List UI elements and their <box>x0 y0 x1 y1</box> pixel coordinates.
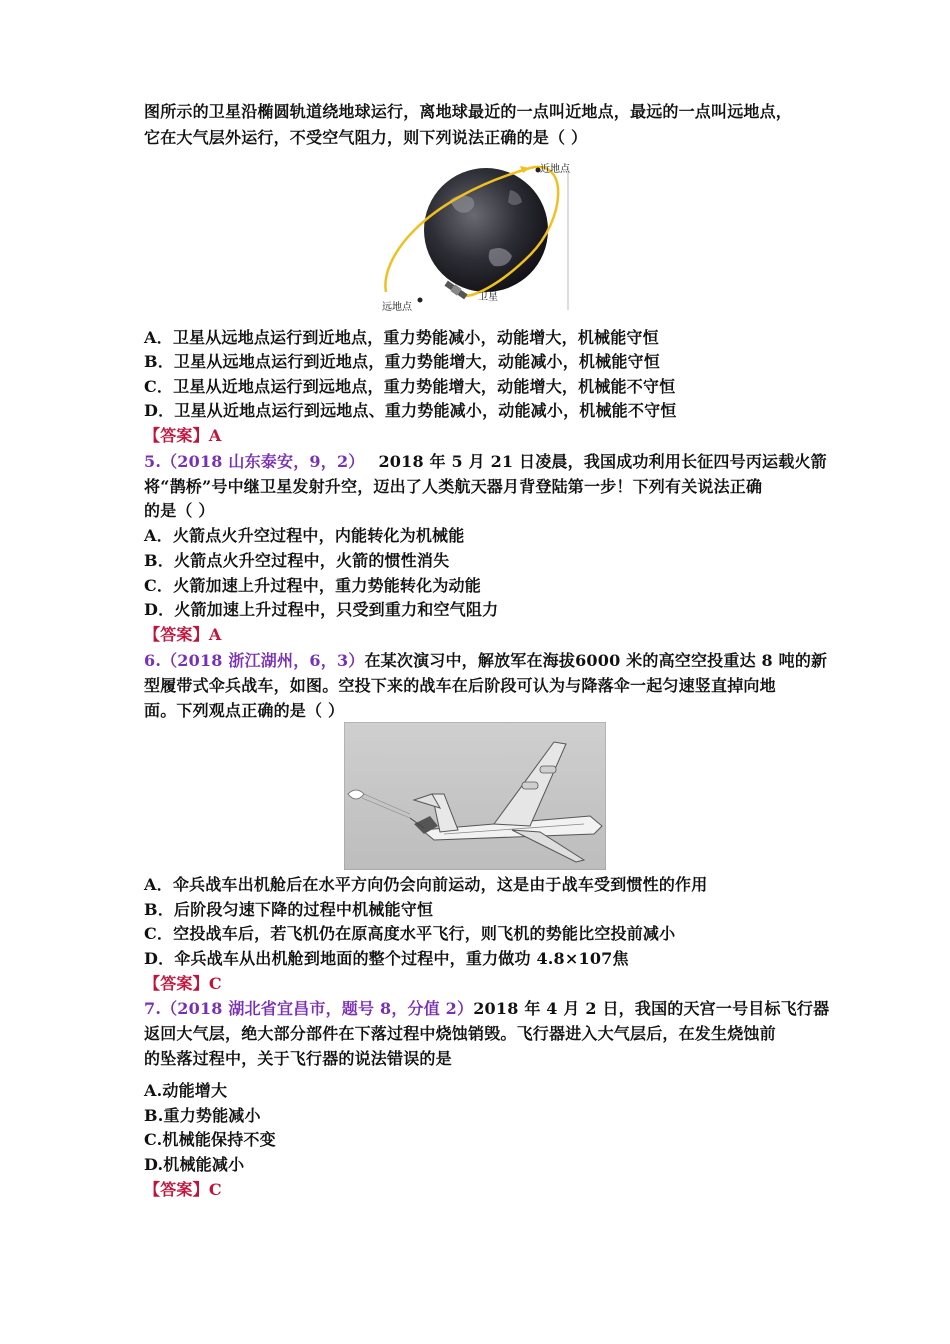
question5-stem-line1 <box>144 450 827 474</box>
question6-text: 在某次演习中，解放军在海拔6000 米的高空空投重达 8 吨的新 <box>364 651 828 670</box>
question5-option-d: D．火箭加速上升过程中，只受到重力和空气阻力 <box>144 600 499 619</box>
question4-answer <box>144 424 221 448</box>
question5-number: 5. <box>144 452 162 471</box>
question5-stem-line3: 的是（ ） <box>144 501 215 520</box>
question4-option-d: D．卫星从近地点运行到远地点、重力势能减小，动能减小，机械能不守恒 <box>144 401 677 420</box>
answer-label: 【答案】 <box>144 426 209 445</box>
question6-option-d: D．伞兵战车从出机舱到地面的整个过程中，重力做功 4.8×107焦 <box>144 949 629 968</box>
question7-answer <box>144 1178 222 1202</box>
question7-text: 2018 年 4 月 2 日，我国的天宫一号目标飞行器 <box>473 999 830 1018</box>
satellite-orbit-figure <box>380 160 572 312</box>
question4-option-a: A．卫星从远地点运行到近地点，重力势能减小，动能增大，机械能守恒 <box>144 328 659 347</box>
airplane-airdrop-photo <box>344 722 606 870</box>
answer-label: 【答案】 <box>144 625 209 644</box>
question6-stem-line2: 型履带式伞兵战车，如图。空投下来的战车在后阶段可认为与降落伞一起匀速竖直掉向地 <box>144 676 776 695</box>
question7-option-a: A.动能增大 <box>144 1081 228 1100</box>
answer-value: A <box>208 426 222 445</box>
question5-answer <box>144 623 221 647</box>
answer-value: C <box>208 1180 222 1199</box>
question6-stem-line3: 面。下列观点正确的是（ ） <box>144 701 345 720</box>
question4-stem-line2: 它在大气层外运行，不受空气阻力，则下列说法正确的是（ ） <box>144 128 588 147</box>
satellite-orbit-diagram <box>380 160 572 312</box>
question6-option-b: B．后阶段匀速下降的过程中机械能守恒 <box>144 900 434 919</box>
question5-option-b: B．火箭点火升空过程中，火箭的惯性消失 <box>144 551 450 570</box>
answer-value: A <box>208 625 222 644</box>
question6-answer <box>144 972 222 996</box>
question7-stem-line1 <box>144 997 829 1021</box>
answer-label: 【答案】 <box>144 974 209 993</box>
question6-source: （2018 浙江湖州，6，3） <box>161 651 365 670</box>
question4-stem-line1: 图所示的卫星沿椭圆轨道绕地球运行，离地球最近的一点叫近地点，最远的一点叫远地点， <box>144 102 793 121</box>
question7-option-d: D.机械能减小 <box>144 1155 245 1174</box>
question5-stem-line2: 将“鹊桥”号中继卫星发射升空，迈出了人类航天器月背登陆第一步！下列有关说法正确 <box>144 477 763 496</box>
far-point-dot <box>418 298 423 303</box>
answer-label: 【答案】 <box>144 1180 209 1199</box>
question7-option-c: C.机械能保持不变 <box>144 1130 276 1149</box>
question4-option-b: B．卫星从远地点运行到近地点，重力势能增大，动能减小，机械能守恒 <box>144 352 660 371</box>
question5-option-c: C．火箭加速上升过程中，重力势能转化为动能 <box>144 576 481 595</box>
question5-text: 2018 年 5 月 21 日凌晨，我国成功利用长征四号丙运载火箭 <box>356 452 827 471</box>
near-point-label: 近地点 <box>540 164 570 175</box>
question6-option-a: A．伞兵战车出机舱后在水平方向仍会向前运动，这是由于战车受到惯性的作用 <box>144 875 708 894</box>
question7-stem-line2: 返回大气层，绝大部分部件在下落过程中烧蚀销毁。飞行器进入大气层后，在发生烧蚀前 <box>144 1024 776 1043</box>
question6-number: 6. <box>144 651 162 670</box>
far-point-label: 远地点 <box>382 302 412 313</box>
question4-option-c: C．卫星从近地点运行到远地点，重力势能增大，动能增大，机械能不守恒 <box>144 377 676 396</box>
question7-source: （2018 湖北省宜昌市，题号 8，分值 2） <box>161 999 474 1018</box>
question5-option-a: A．火箭点火升空过程中，内能转化为机械能 <box>144 526 465 545</box>
question5-source: （2018 山东泰安，9，2） <box>161 452 357 471</box>
question6-option-c: C．空投战车后，若飞机仍在原高度水平飞行，则飞机的势能比空投前减小 <box>144 924 676 943</box>
answer-value: C <box>208 974 222 993</box>
question6-stem-line1 <box>144 649 827 673</box>
question7-stem-line3: 的坠落过程中，关于飞行器的说法错误的是 <box>144 1049 452 1068</box>
earth-shape <box>424 168 548 292</box>
question7-option-b: B.重力势能减小 <box>144 1106 261 1125</box>
airplane-airdrop-figure <box>344 722 606 870</box>
satellite-label: 卫星 <box>478 292 498 303</box>
question7-number: 7. <box>144 999 162 1018</box>
